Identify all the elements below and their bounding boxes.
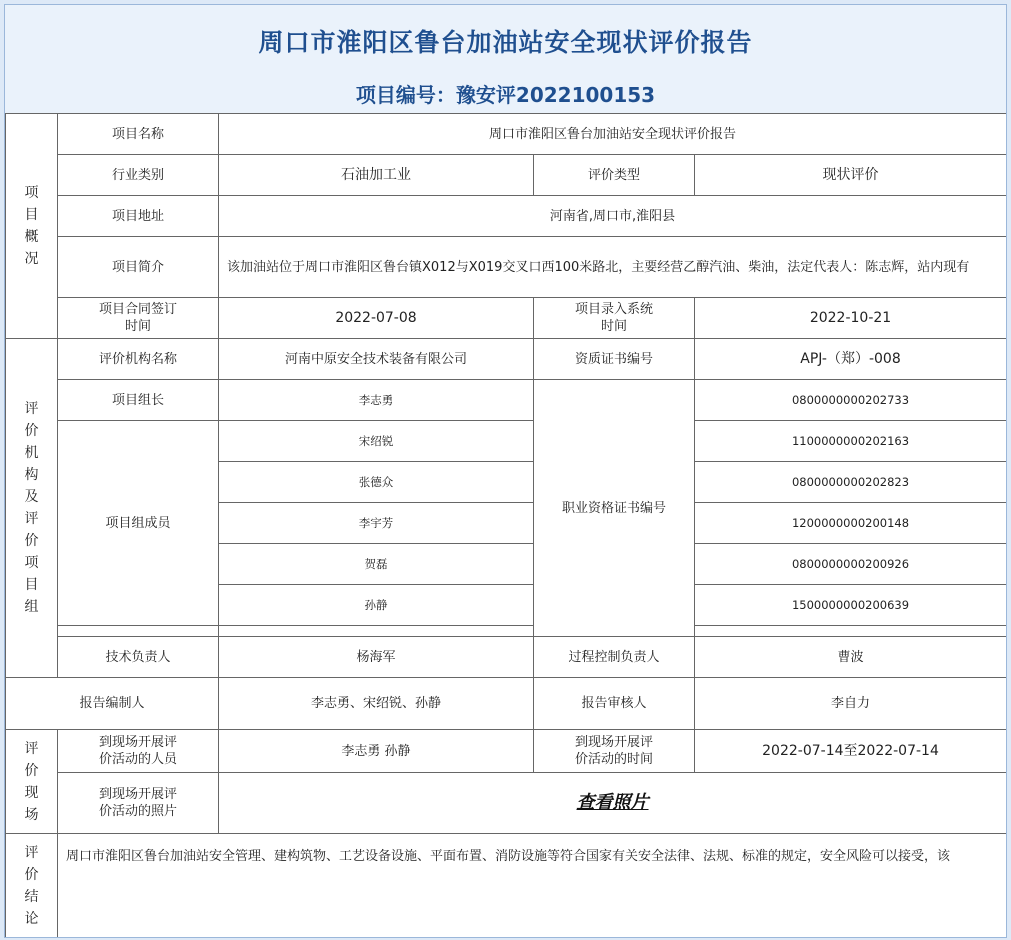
site-time-value: 2022-07-14至2022-07-14 <box>695 730 1007 773</box>
row-tech <box>6 637 1007 678</box>
report-author-value: 李志勇、宋绍锐、孙静 <box>219 678 534 730</box>
intro-value: 该加油站位于周口市淮阳区鲁台镇X012与X019交叉口西100米路北，主要经营乙醇汽油、柴油，法定代表人：陈志辉，站内现有 <box>219 237 1007 298</box>
qualification-label: 职业资格证书编号 <box>534 380 695 637</box>
agency-label: 评价机构名称 <box>58 339 219 380</box>
intro-label: 项目简介 <box>58 237 219 298</box>
section-site-label: 评 价 现 场 <box>24 740 39 823</box>
section-overview-label: 项 目 概 况 <box>24 185 39 267</box>
entry-date-value: 2022-10-21 <box>695 298 1007 339</box>
row-site-people <box>6 730 1007 773</box>
contract-date-value: 2022-07-08 <box>219 298 534 339</box>
spacer-cell <box>695 626 1007 637</box>
report-reviewer-value: 李自力 <box>695 678 1007 730</box>
row-agency <box>6 339 1007 380</box>
site-people-value: 李志勇 孙静 <box>219 730 534 773</box>
section-org-label: 评 价 机 构 及 评 价 项 目 组 <box>24 401 39 615</box>
section-conclusion-label: 评 价 结 论 <box>24 844 39 927</box>
industry-label: 行业类别 <box>58 155 219 196</box>
site-time-label: 到现场开展评 价活动的时间 <box>534 730 695 773</box>
member-name: 李志勇 <box>219 380 534 421</box>
address-value: 河南省,周口市,淮阳县 <box>219 196 1007 237</box>
report-header <box>5 5 1006 114</box>
report-author-label: 报告编制人 <box>6 678 219 730</box>
site-people-label: 到现场开展评 价活动的人员 <box>58 730 219 773</box>
member-cert: 1200000000200148 <box>695 503 1007 544</box>
report-reviewer-label: 报告审核人 <box>534 678 695 730</box>
row-address <box>6 196 1007 237</box>
tech-lead-label: 技术负责人 <box>58 637 219 678</box>
row-report <box>6 678 1007 730</box>
project-number: 项目编号：豫安评2022100153 <box>355 83 656 107</box>
industry-value: 石油加工业 <box>219 155 534 196</box>
row-industry <box>6 155 1007 196</box>
contract-date-label: 项目合同签订 时间 <box>58 298 219 339</box>
section-conclusion <box>6 834 58 938</box>
project-name-value: 周口市淮阳区鲁台加油站安全现状评价报告 <box>219 114 1007 155</box>
project-name-label: 项目名称 <box>58 114 219 155</box>
row-site-photos <box>6 773 1007 834</box>
member-name: 李宇芳 <box>219 503 534 544</box>
cert-value: APJ-（郑）-008 <box>695 339 1007 380</box>
row-member <box>6 421 1007 462</box>
spacer-cell <box>58 626 219 637</box>
section-site <box>6 730 58 834</box>
row-spacer <box>6 626 1007 637</box>
entry-date-label: 项目录入系统 时间 <box>534 298 695 339</box>
conclusion-text: 周口市淮阳区鲁台加油站安全管理、建构筑物、工艺设备设施、平面布置、消防设施等符合国家有关安全法律、法规、标准的规定，安全风险可以接受，该 <box>58 834 1007 938</box>
agency-value: 河南中原安全技术装备有限公司 <box>219 339 534 380</box>
member-name: 宋绍锐 <box>219 421 534 462</box>
member-name: 贺磊 <box>219 544 534 585</box>
member-cert: 1100000000202163 <box>695 421 1007 462</box>
site-photo-cell <box>219 773 1007 834</box>
members-label: 项目组成员 <box>58 421 219 626</box>
cert-label: 资质证书编号 <box>534 339 695 380</box>
member-cert: 1500000000200639 <box>695 585 1007 626</box>
member-cert: 0800000000200926 <box>695 544 1007 585</box>
row-member <box>6 380 1007 421</box>
eval-type-value: 现状评价 <box>695 155 1007 196</box>
member-cert: 0800000000202823 <box>695 462 1007 503</box>
eval-type-label: 评价类型 <box>534 155 695 196</box>
report-table <box>5 113 1007 938</box>
site-photo-label: 到现场开展评 价活动的照片 <box>58 773 219 834</box>
spacer-cell <box>219 626 534 637</box>
report-page <box>4 4 1007 938</box>
section-org <box>6 339 58 678</box>
leader-label: 项目组长 <box>58 380 219 421</box>
address-label: 项目地址 <box>58 196 219 237</box>
report-title: 周口市淮阳区鲁台加油站安全现状评价报告 <box>258 28 753 57</box>
process-control-label: 过程控制负责人 <box>534 637 695 678</box>
member-name: 孙静 <box>219 585 534 626</box>
view-photos-link[interactable]: 查看照片 <box>576 791 649 813</box>
tech-lead-value: 杨海军 <box>219 637 534 678</box>
process-control-value: 曹波 <box>695 637 1007 678</box>
member-name: 张德众 <box>219 462 534 503</box>
member-cert: 0800000000202733 <box>695 380 1007 421</box>
row-project-name <box>6 114 1007 155</box>
row-intro <box>6 237 1007 298</box>
row-dates <box>6 298 1007 339</box>
row-conclusion <box>6 834 1007 938</box>
section-overview <box>6 114 58 339</box>
